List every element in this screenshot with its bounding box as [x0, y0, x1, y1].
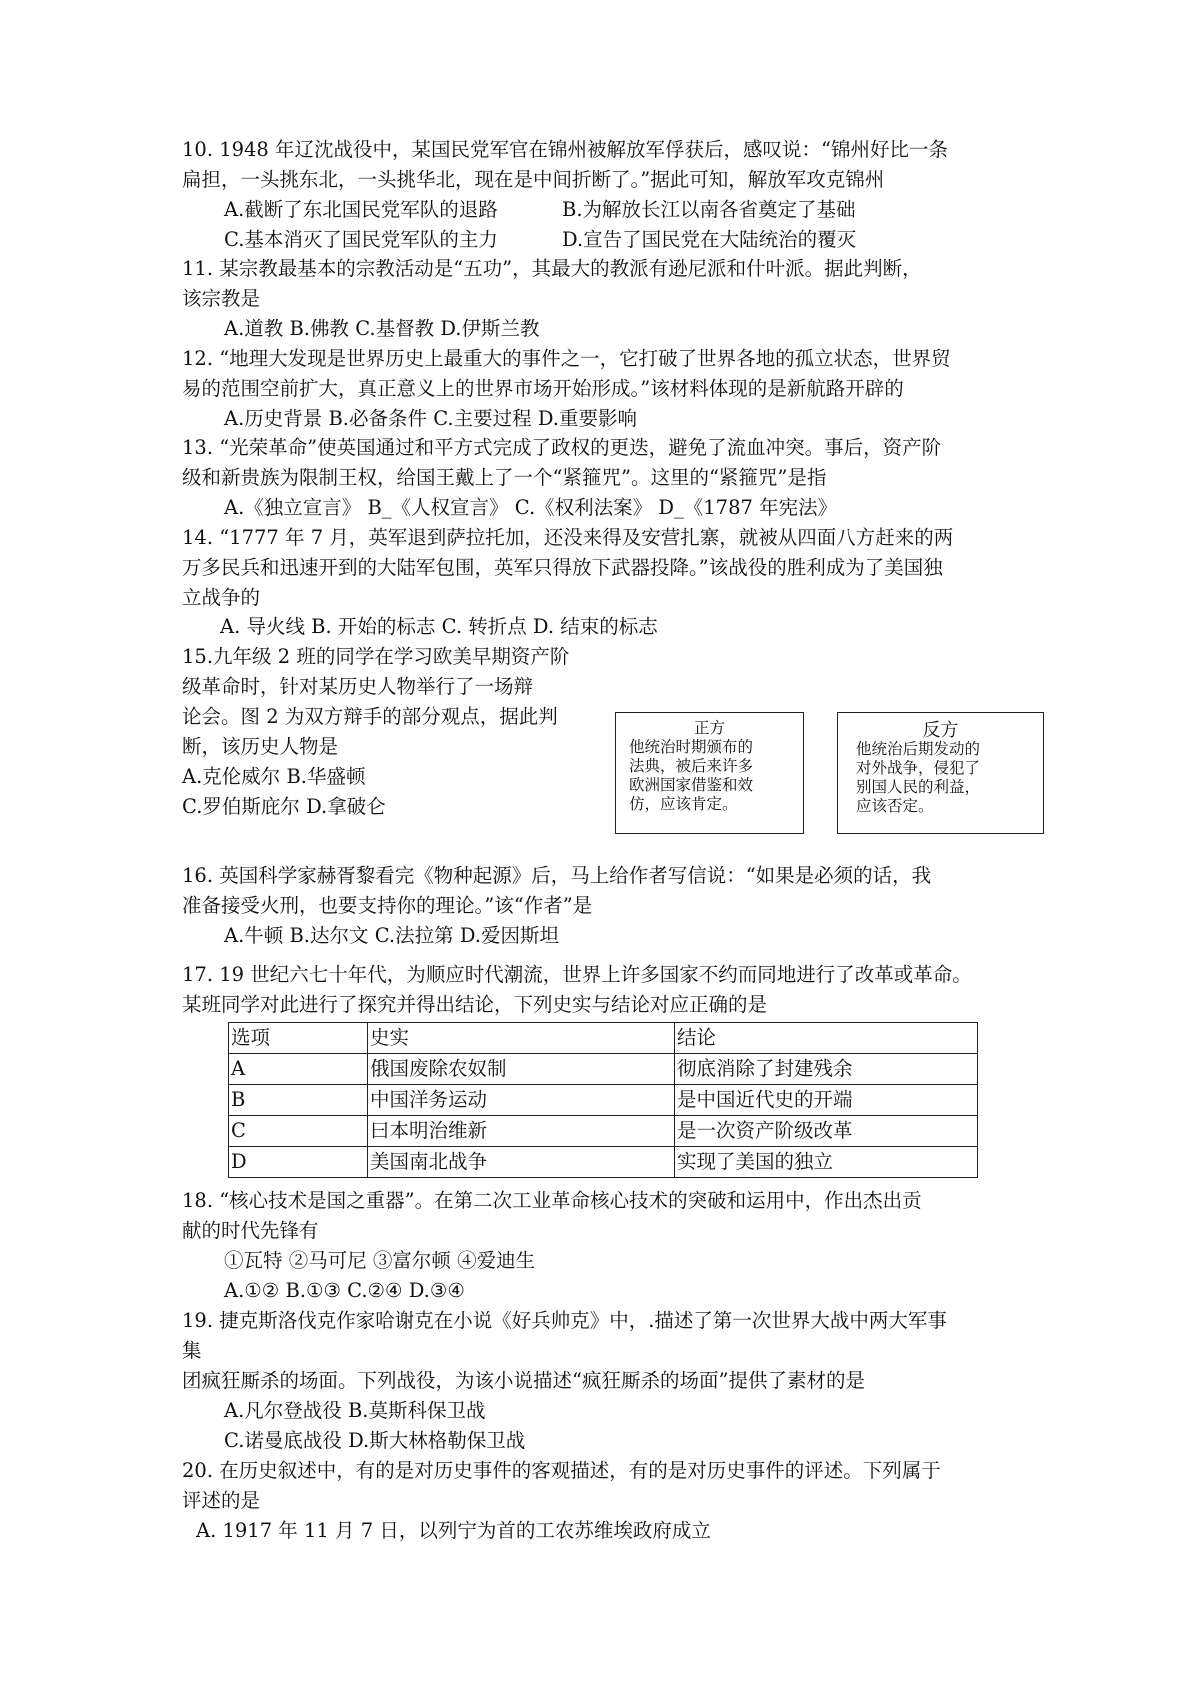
pro-side-line: 欧洲国家借鉴和效 — [629, 776, 754, 794]
q15-option-cd: C.罗伯斯庇尔 D.拿破仑 — [182, 795, 386, 818]
q20-stem-line1: 20. 在历史叙述中，有的是对历史事件的客观描述，有的是对历史事件的评述。下列属于 — [182, 1459, 941, 1482]
table-cell: 是中国近代史的开端 — [675, 1085, 978, 1116]
con-side-title: 反方 — [922, 720, 959, 741]
con-side-line: 对外战争，侵犯了 — [856, 759, 981, 777]
q17-table — [228, 1022, 978, 1178]
table-cell: 史实 — [368, 1023, 675, 1054]
table-row — [229, 1147, 978, 1178]
q19-stem-line1: 19. 捷克斯洛伐克作家哈谢克在小说《好兵帅克》中，.描述了第一次世界大战中两大军事 — [182, 1309, 947, 1332]
pro-side-line: 法典，被后来许多 — [629, 757, 754, 775]
table-cell: 实现了美国的独立 — [675, 1147, 978, 1178]
q19-option-ab: A.凡尔登战役 B.莫斯科保卫战 — [224, 1399, 486, 1422]
q19-stem-line3: 团疯狂厮杀的场面。下列战役，为该小说描述“疯狂厮杀的场面”提供了素材的是 — [182, 1369, 865, 1392]
q18-stem-line1: 18. “核心技术是国之重器”。在第二次工业革命核心技术的突破和运用中，作出杰出贡 — [182, 1189, 922, 1212]
q12-stem-line1: 12. “地理大发现是世界历史上最重大的事件之一，它打破了世界各地的孤立状态，世界贸 — [182, 347, 951, 370]
q17-stem-line2: 某班同学对此进行了探究并得出结论，下列史实与结论对应正确的是 — [182, 993, 768, 1016]
pro-side-box — [615, 712, 804, 834]
table-cell: 曰本明治维新 — [368, 1116, 675, 1147]
q15-stem-line4: 断，该历史人物是 — [182, 735, 339, 758]
q13-stem-line1: 13. “光荣革命”使英国通过和平方式完成了政权的更迭，避免了流血冲突。事后，资产阶 — [182, 436, 942, 459]
table-row — [229, 1085, 978, 1116]
q20-stem-line2: 评述的是 — [182, 1489, 261, 1512]
q16-stem-line1: 16. 英国科学家赫胥黎看完《物种起源》后，马上给作者写信说：“如果是必须的话，我 — [182, 864, 932, 887]
q13-options: A.《独立宣言》 B_《人权宣言》 C.《权利法案》 D_《1787 年宪法》 — [224, 496, 838, 519]
q10-stem-line2: 扁担，一头挑东北，一头挑华北，现在是中间折断了。”据此可知，解放军攻克锦州 — [182, 168, 885, 191]
q10-option-a: A.截断了东北国民党军队的退路 — [224, 198, 498, 221]
table-cell: C — [229, 1116, 368, 1147]
q12-stem-line2: 易的范围空前扩大，真正意义上的世界市场开始形成。”该材料体现的是新航路开辟的 — [182, 377, 904, 400]
table-cell: 结论 — [675, 1023, 978, 1054]
q11-stem-line1: 11. 某宗教最基本的宗教活动是“五功”，其最大的教派有逊尼派和什叶派。据此判断， — [182, 257, 922, 280]
q10-stem-line1: 10. 1948 年辽沈战役中，某国民党军官在锦州被解放军俘获后，感叹说：“锦州好比一条 — [182, 138, 949, 161]
q10-option-c: C.基本消灭了国民党军队的主力 — [224, 228, 498, 251]
table-cell: 彻底消除了封建残余 — [675, 1054, 978, 1085]
q15-stem-line1: 15.九年级 2 班的同学在学习欧美早期资产阶 — [182, 645, 570, 668]
q14-stem-line3: 立战争的 — [182, 586, 261, 609]
q17-stem-line1: 17. 19 世纪六七十年代，为顺应时代潮流，世界上许多国家不约而同地进行了改革或革命。 — [182, 963, 972, 986]
con-side-line: 他统治后期发动的 — [856, 740, 981, 758]
table-cell: 是一次资产阶级改革 — [675, 1116, 978, 1147]
table-cell: A — [229, 1054, 368, 1085]
q18-options: A.①② B.①③ C.②④ D.③④ — [224, 1279, 465, 1302]
q19-stem-line2: 集 — [182, 1339, 202, 1362]
q12-options: A.历史背景 B.必备条件 C.主要过程 D.重要影响 — [224, 407, 637, 430]
pro-side-line: 他统治时期颁布的 — [629, 738, 754, 756]
con-side-line: 别国人民的利益， — [856, 778, 981, 796]
q18-stem-line2: 献的时代先锋有 — [182, 1219, 319, 1242]
q13-stem-line2: 级和新贵族为限制王权，给国王戴上了一个“紧箍咒”。这里的“紧箍咒”是指 — [182, 466, 827, 489]
q14-stem-line1: 14. “1777 年 7 月，英军退到萨拉托加，还没来得及安营扎寨，就被从四面八方赶来的两 — [182, 526, 954, 549]
q15-stem-line3: 论会。图 2 为双方辩手的部分观点，据此判 — [182, 705, 558, 728]
pro-side-title: 正方 — [693, 719, 725, 737]
table-cell: 美国南北战争 — [368, 1147, 675, 1178]
table-row — [229, 1116, 978, 1147]
q11-options: A.道教 B.佛教 C.基督教 D.伊斯兰教 — [224, 317, 540, 340]
q14-options: A. 导火线 B. 开始的标志 C. 转折点 D. 结束的标志 — [220, 615, 658, 638]
pro-side-line: 仿，应该肯定。 — [629, 795, 738, 813]
table-cell: 中国洋务运动 — [368, 1085, 675, 1116]
q16-stem-line2: 准备接受火刑，也要支持你的理论。”该“作者”是 — [182, 894, 593, 917]
q20-option-a: A. 1917 年 11 月 7 日，以列宁为首的工农苏维埃政府成立 — [196, 1519, 711, 1542]
table-cell: 俄国废除农奴制 — [368, 1054, 675, 1085]
q14-stem-line2: 万多民兵和迅速开到的大陆军包围，英军只得放下武器投降。”该战役的胜利成为了美国独 — [182, 556, 943, 579]
con-side-line: 应该否定。 — [856, 797, 934, 815]
table-cell: D — [229, 1147, 368, 1178]
table-cell: B — [229, 1085, 368, 1116]
q19-option-cd: C.诺曼底战役 D.斯大林格勒保卫战 — [224, 1429, 526, 1452]
table-cell: 选项 — [229, 1023, 368, 1054]
q10-option-d: D.宣告了国民党在大陆统治的覆灭 — [562, 228, 857, 251]
q15-stem-line2: 级革命时，针对某历史人物举行了一场辩 — [182, 675, 534, 698]
q15-option-ab: A.克伦威尔 B.华盛顿 — [182, 765, 366, 788]
q10-option-b: B.为解放长江以南各省奠定了基础 — [562, 198, 856, 221]
q16-options: A.牛顿 B.达尔文 C.法拉第 D.爱因斯坦 — [224, 924, 559, 947]
table-header-row — [229, 1023, 978, 1054]
q11-stem-line2: 该宗教是 — [182, 287, 261, 310]
table-row — [229, 1054, 978, 1085]
q18-items: ①瓦特 ②马可尼 ③富尔顿 ④爱迪生 — [224, 1249, 536, 1272]
con-side-box — [837, 712, 1044, 834]
